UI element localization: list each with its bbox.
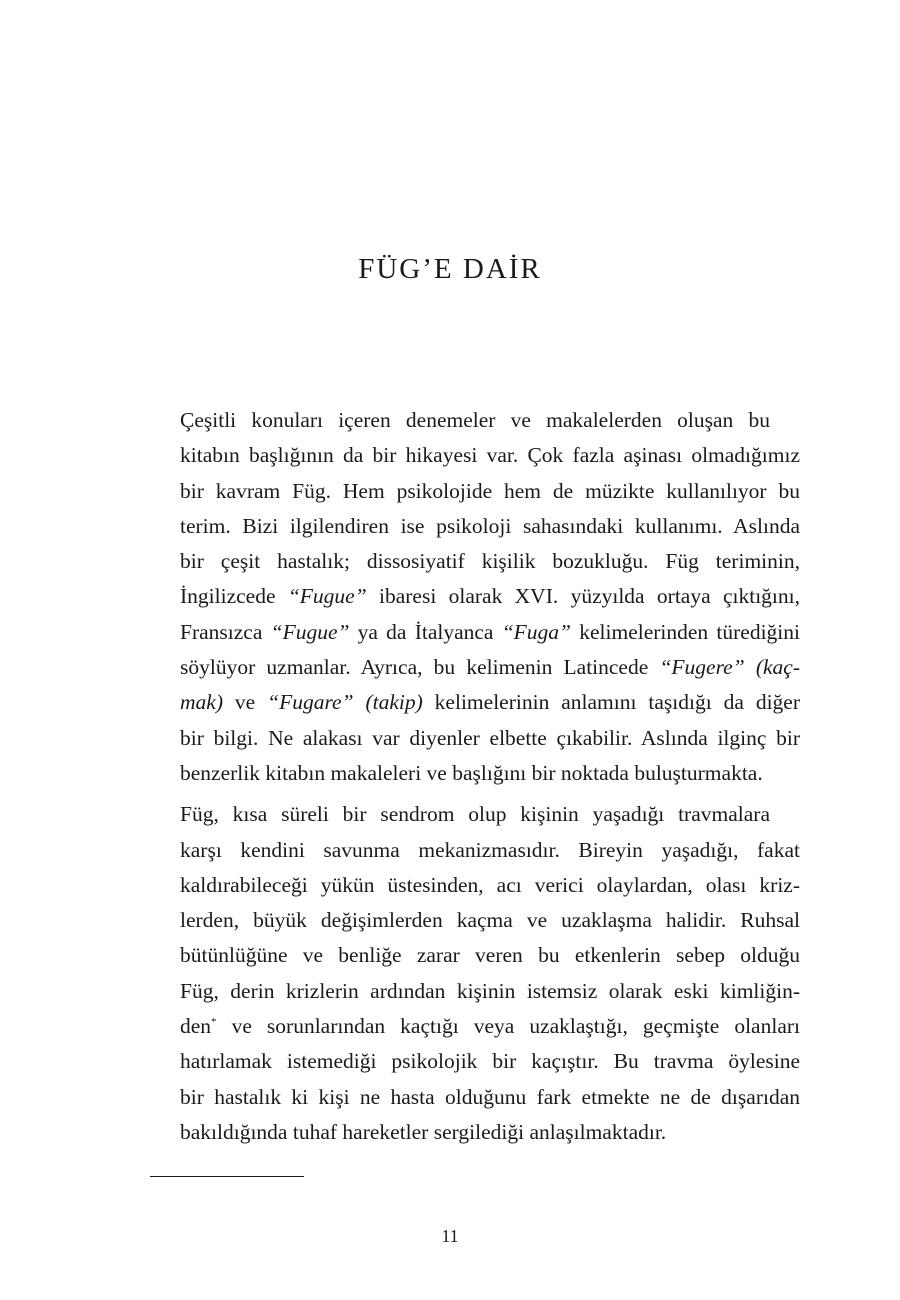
text-line [150, 974, 800, 1009]
paragraph-1 [150, 403, 800, 791]
text-run: kaldırabileceği yükün üstesinden, acı verici olaylardan, olası kriz- [180, 872, 800, 897]
page-number: 11 [441, 1226, 459, 1246]
text-line [150, 1044, 800, 1079]
text-line [150, 1115, 770, 1150]
text-run: bir çeşit hastalık; dissosiyatif kişilik bozukluğu. Füg teriminin, [180, 549, 800, 574]
text-run: kitabın başlığının da bir hikayesi var. Çok fazla aşinası olmadığımız [180, 443, 800, 468]
text-run: ve sorunlarından kaçtığı veya uzaklaştığı, geçmişte olanları [216, 1014, 800, 1039]
text-line [150, 1080, 800, 1115]
italic-term: mak) [180, 690, 223, 715]
text-run: Çeşitli konuları içeren denemeler ve makalelerden oluşan bu [180, 408, 770, 432]
text-line [150, 833, 800, 868]
text-line [150, 544, 800, 579]
text-run: ya da İtalyanca [349, 619, 502, 644]
italic-term: “Fuga” [501, 619, 572, 644]
text-run: karşı kendini savunma mekanizmasıdır. Bireyin yaşadığı, fakat [180, 837, 800, 862]
text-line [150, 579, 800, 614]
text-line [150, 474, 800, 509]
text-line [150, 938, 800, 973]
text-line [150, 1009, 800, 1044]
page-title: FÜG’E DAİR [358, 253, 542, 285]
text-line [150, 685, 800, 720]
footnote-marker: * [211, 1015, 217, 1028]
text-run: bir bilgi. Ne alakası var diyenler elbette çıkabilir. Aslında ilginç bir [180, 725, 800, 750]
italic-term: “Fugue” [270, 619, 350, 644]
text-run: Füg, derin krizlerin ardından kişinin istemsiz olarak eski kimliğin- [180, 978, 800, 1003]
text-run: İngilizcede [180, 584, 288, 609]
text-run: söylüyor uzmanlar. Ayrıca, bu kelimenin Latincede [180, 655, 660, 680]
italic-term: “Fugare” (takip) [267, 690, 423, 715]
text-run: benzerlik kitabın makaleleri ve başlığını bir noktada buluşturmakta. [180, 760, 763, 785]
text-line [150, 797, 770, 832]
text-line [150, 721, 800, 756]
text-run: den [180, 1014, 212, 1039]
text-line [150, 615, 800, 650]
text-run: ve [222, 690, 268, 715]
text-line [150, 903, 800, 938]
text-line [150, 509, 800, 544]
text-run: bir kavram Füg. Hem psikolojide hem de müzikte kullanılıyor bu [180, 478, 800, 503]
text-run: terim. Bizi ilgilendiren ise psikoloji sahasındaki kullanımı. Aslında [180, 513, 800, 538]
text-run: ibaresi olarak XVI. yüzyılda ortaya çıktığını, [366, 584, 800, 609]
text-run: lerden, büyük değişimlerden kaçma ve uzaklaşma halidir. Ruhsal [180, 908, 800, 933]
text-run: bir hastalık ki kişi ne hasta olduğunu fark etmekte ne de dışarıdan [180, 1084, 800, 1109]
text-run: hatırlamak istemediği psikolojik bir kaçıştır. Bu travma öylesine [180, 1049, 800, 1074]
text-line [150, 868, 800, 903]
text-line [150, 756, 770, 791]
text-run: bakıldığında tuhaf hareketler sergilediği anlaşılmaktadır. [180, 1119, 667, 1144]
text-run: bütünlüğüne ve benliğe zarar veren bu etkenlerin sebep olduğu [180, 943, 800, 968]
text-run: kelimelerinden türediğini [571, 619, 800, 644]
text-line [150, 403, 770, 438]
text-run: Fransızca [180, 619, 271, 644]
text-run: Füg, kısa süreli bir sendrom olup kişinin yaşadığı travmalara [180, 802, 770, 827]
text-run: kelimelerinin anlamını taşıdığı da diğer [422, 690, 800, 715]
body-text [150, 403, 800, 1150]
text-line [150, 438, 800, 473]
text-line [150, 650, 800, 685]
footnote-rule [150, 1176, 304, 1177]
italic-term: “Fugere” (kaç- [659, 655, 800, 680]
italic-term: “Fugue” [287, 584, 367, 609]
paragraph-2 [150, 797, 800, 1150]
